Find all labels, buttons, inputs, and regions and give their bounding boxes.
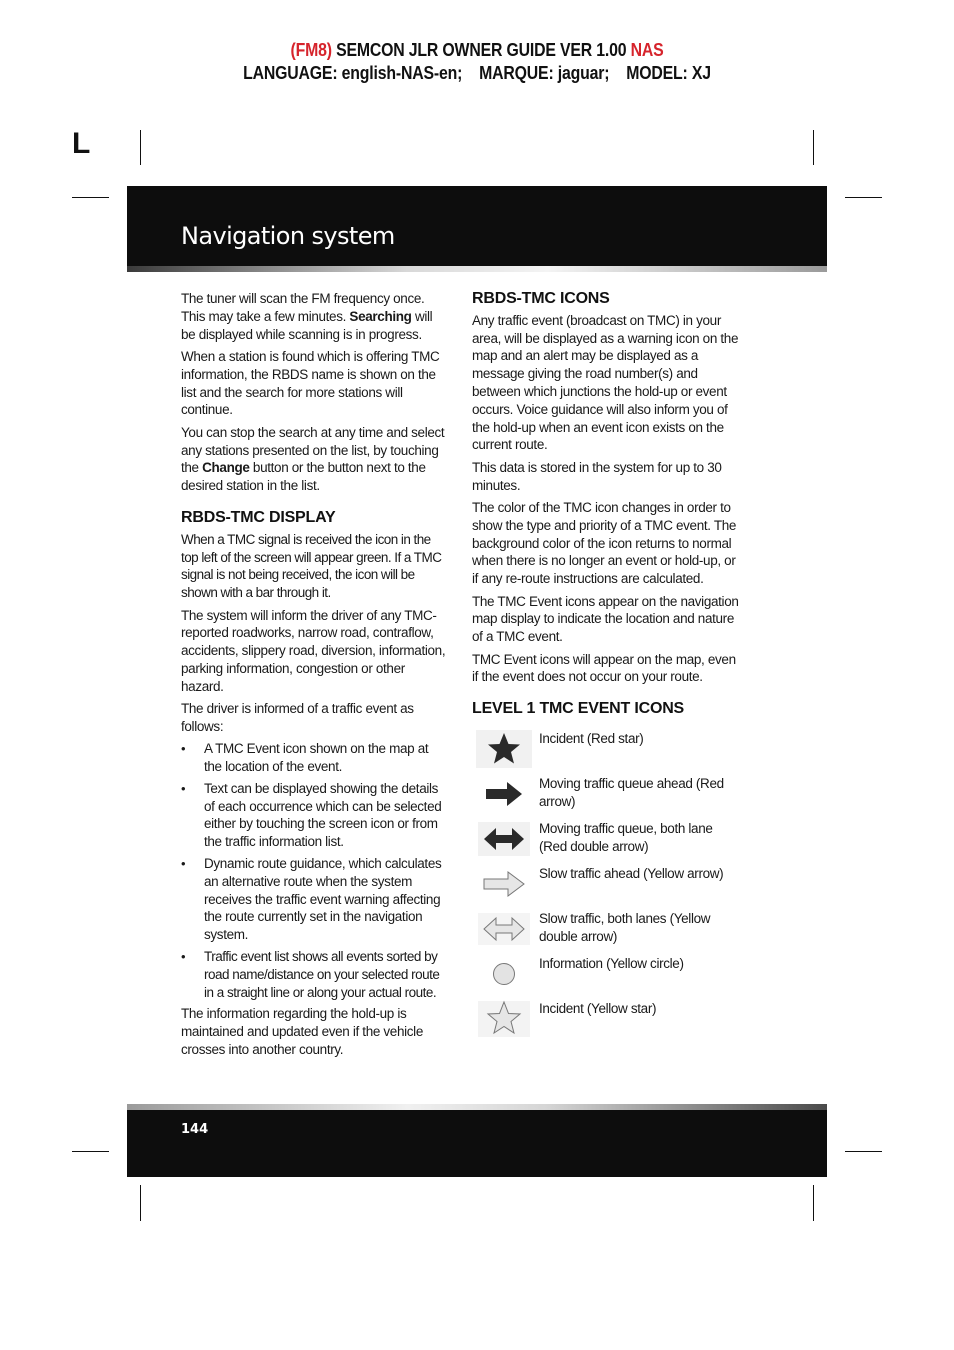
crop-mark [72,197,109,198]
left-column [181,290,449,1063]
bold-text: Searching [349,308,412,324]
icon-row [472,773,740,818]
list-item: • Text can be displayed showing the details of each occurrence which can be selected either by touching the screen icon or from the traffic information list. [181,780,449,851]
crop-mark [813,130,814,165]
light-star-icon [474,998,534,1040]
dark-arrow-right-icon [474,773,534,815]
crop-mark [140,1185,141,1221]
paragraph: The TMC Event icons appear on the navigation map display to indicate the location and nature of a TMC event. [472,593,739,645]
light-double-arrow-icon [474,908,534,950]
header-title: SEMCON JLR OWNER GUIDE VER 1.00 [331,40,631,60]
paragraph: The color of the TMC icon changes in order to show the type and priority of a TMC event. The background color of the icon returns to normal when there is no longer an event or hold-up, or if any re-route instructions are calculated. [472,499,737,587]
paragraph: Any traffic event (broadcast on TMC) in your area, will be displayed as a warning icon on the map and an alert may be displayed as a message giving the road number(s) and between which junctions the hold-up or event occurs. Voice guidance will also inform you of the hold-up when an event icon exists on the current route. [472,312,739,453]
crop-mark [845,1151,882,1152]
paragraph: The driver is informed of a traffic event as follows: [181,701,414,734]
section-heading: RBDS-TMC DISPLAY [181,508,336,526]
dark-double-arrow-icon [474,818,534,860]
header-nas: NAS [630,40,664,60]
icon-row [472,863,740,908]
list-item: • A TMC Event icon shown on the map at the location of the event. [181,740,449,776]
text: You can stop the search at any time and select any stations presented on the list, by touching the [181,424,445,476]
page-title: Navigation system [181,222,395,250]
paragraph: The information regarding the hold-up is maintained and updated even if the vehicle crosses into another country. [181,1006,423,1058]
list-item: • Dynamic route guidance, which calculates an alternative route when the system receives the traffic event warning affecting the route currently set in the navigation system. [181,855,449,944]
light-arrow-right-icon [474,863,534,905]
page-footer [127,1104,827,1177]
icon-label: Incident (Yellow star) [539,1000,657,1016]
crop-mark [72,1151,109,1152]
light-circle-icon [474,953,534,995]
crop-mark [845,197,882,198]
icon-label: Information (Yellow circle) [539,955,684,971]
right-column [472,290,740,1043]
doc-header-line2: LANGUAGE: english-NAS-en; MARQUE: jaguar; MODEL: XJ [243,63,711,83]
text: The tuner will scan the FM frequency once. This may take a few minutes. [181,291,425,324]
icon-label: Moving traffic queue, both lane (Red double arrow) [539,820,713,854]
page-number: 144 [181,1122,209,1137]
banner-shine [127,266,827,272]
doc-header-line1 [57,40,897,61]
paragraph: When a station is found which is offering TMC information, the RBDS name is shown on the list and the search for more stations will continue. [181,348,440,418]
bullet-list [181,740,449,1001]
paragraph: TMC Event icons will appear on the map, even if the event does not occur on your route. [472,651,736,685]
paragraph [181,424,449,495]
icon-label: Moving traffic queue ahead (Red arrow) [539,775,724,809]
crop-mark [140,130,141,165]
icon-row [472,953,740,998]
crop-mark [813,1185,814,1221]
paragraph [181,290,449,343]
icon-row [472,908,740,953]
icon-row [472,818,740,863]
paragraph: The system will inform the driver of any TMC-reported roadworks, narrow road, contraflow, accidents, slippery road, diversion, information, parking information, congestion or other hazard. [181,607,446,694]
text: will be displayed while scanning is in progress. [181,308,433,342]
footer-shine [127,1104,827,1110]
corner-mark: L [72,127,91,160]
list-item: • Traffic event list shows all events sorted by road name/distance on your selected route in a straight line or along your actual route. [181,948,449,1001]
text: button or the button next to the desired station in the list. [181,460,426,494]
icon-row [472,998,740,1043]
icon-label: Incident (Red star) [539,730,644,746]
icon-row [472,728,740,773]
section-heading: LEVEL 1 TMC EVENT ICONS [472,700,685,718]
dark-star-icon [474,728,534,770]
header-fm8: (FM8) [290,40,332,60]
bold-text: Change [202,460,250,476]
icon-label: Slow traffic, both lanes (Yellow double arrow) [539,910,711,944]
section-heading: RBDS-TMC ICONS [472,290,610,307]
paragraph: When a TMC signal is received the icon in the top left of the screen will appear green. If a TMC signal is not being received, the icon will be shown with a bar through it. [181,531,442,601]
paragraph: This data is stored in the system for up to 30 minutes. [472,459,722,493]
icon-label: Slow traffic ahead (Yellow arrow) [539,865,724,881]
